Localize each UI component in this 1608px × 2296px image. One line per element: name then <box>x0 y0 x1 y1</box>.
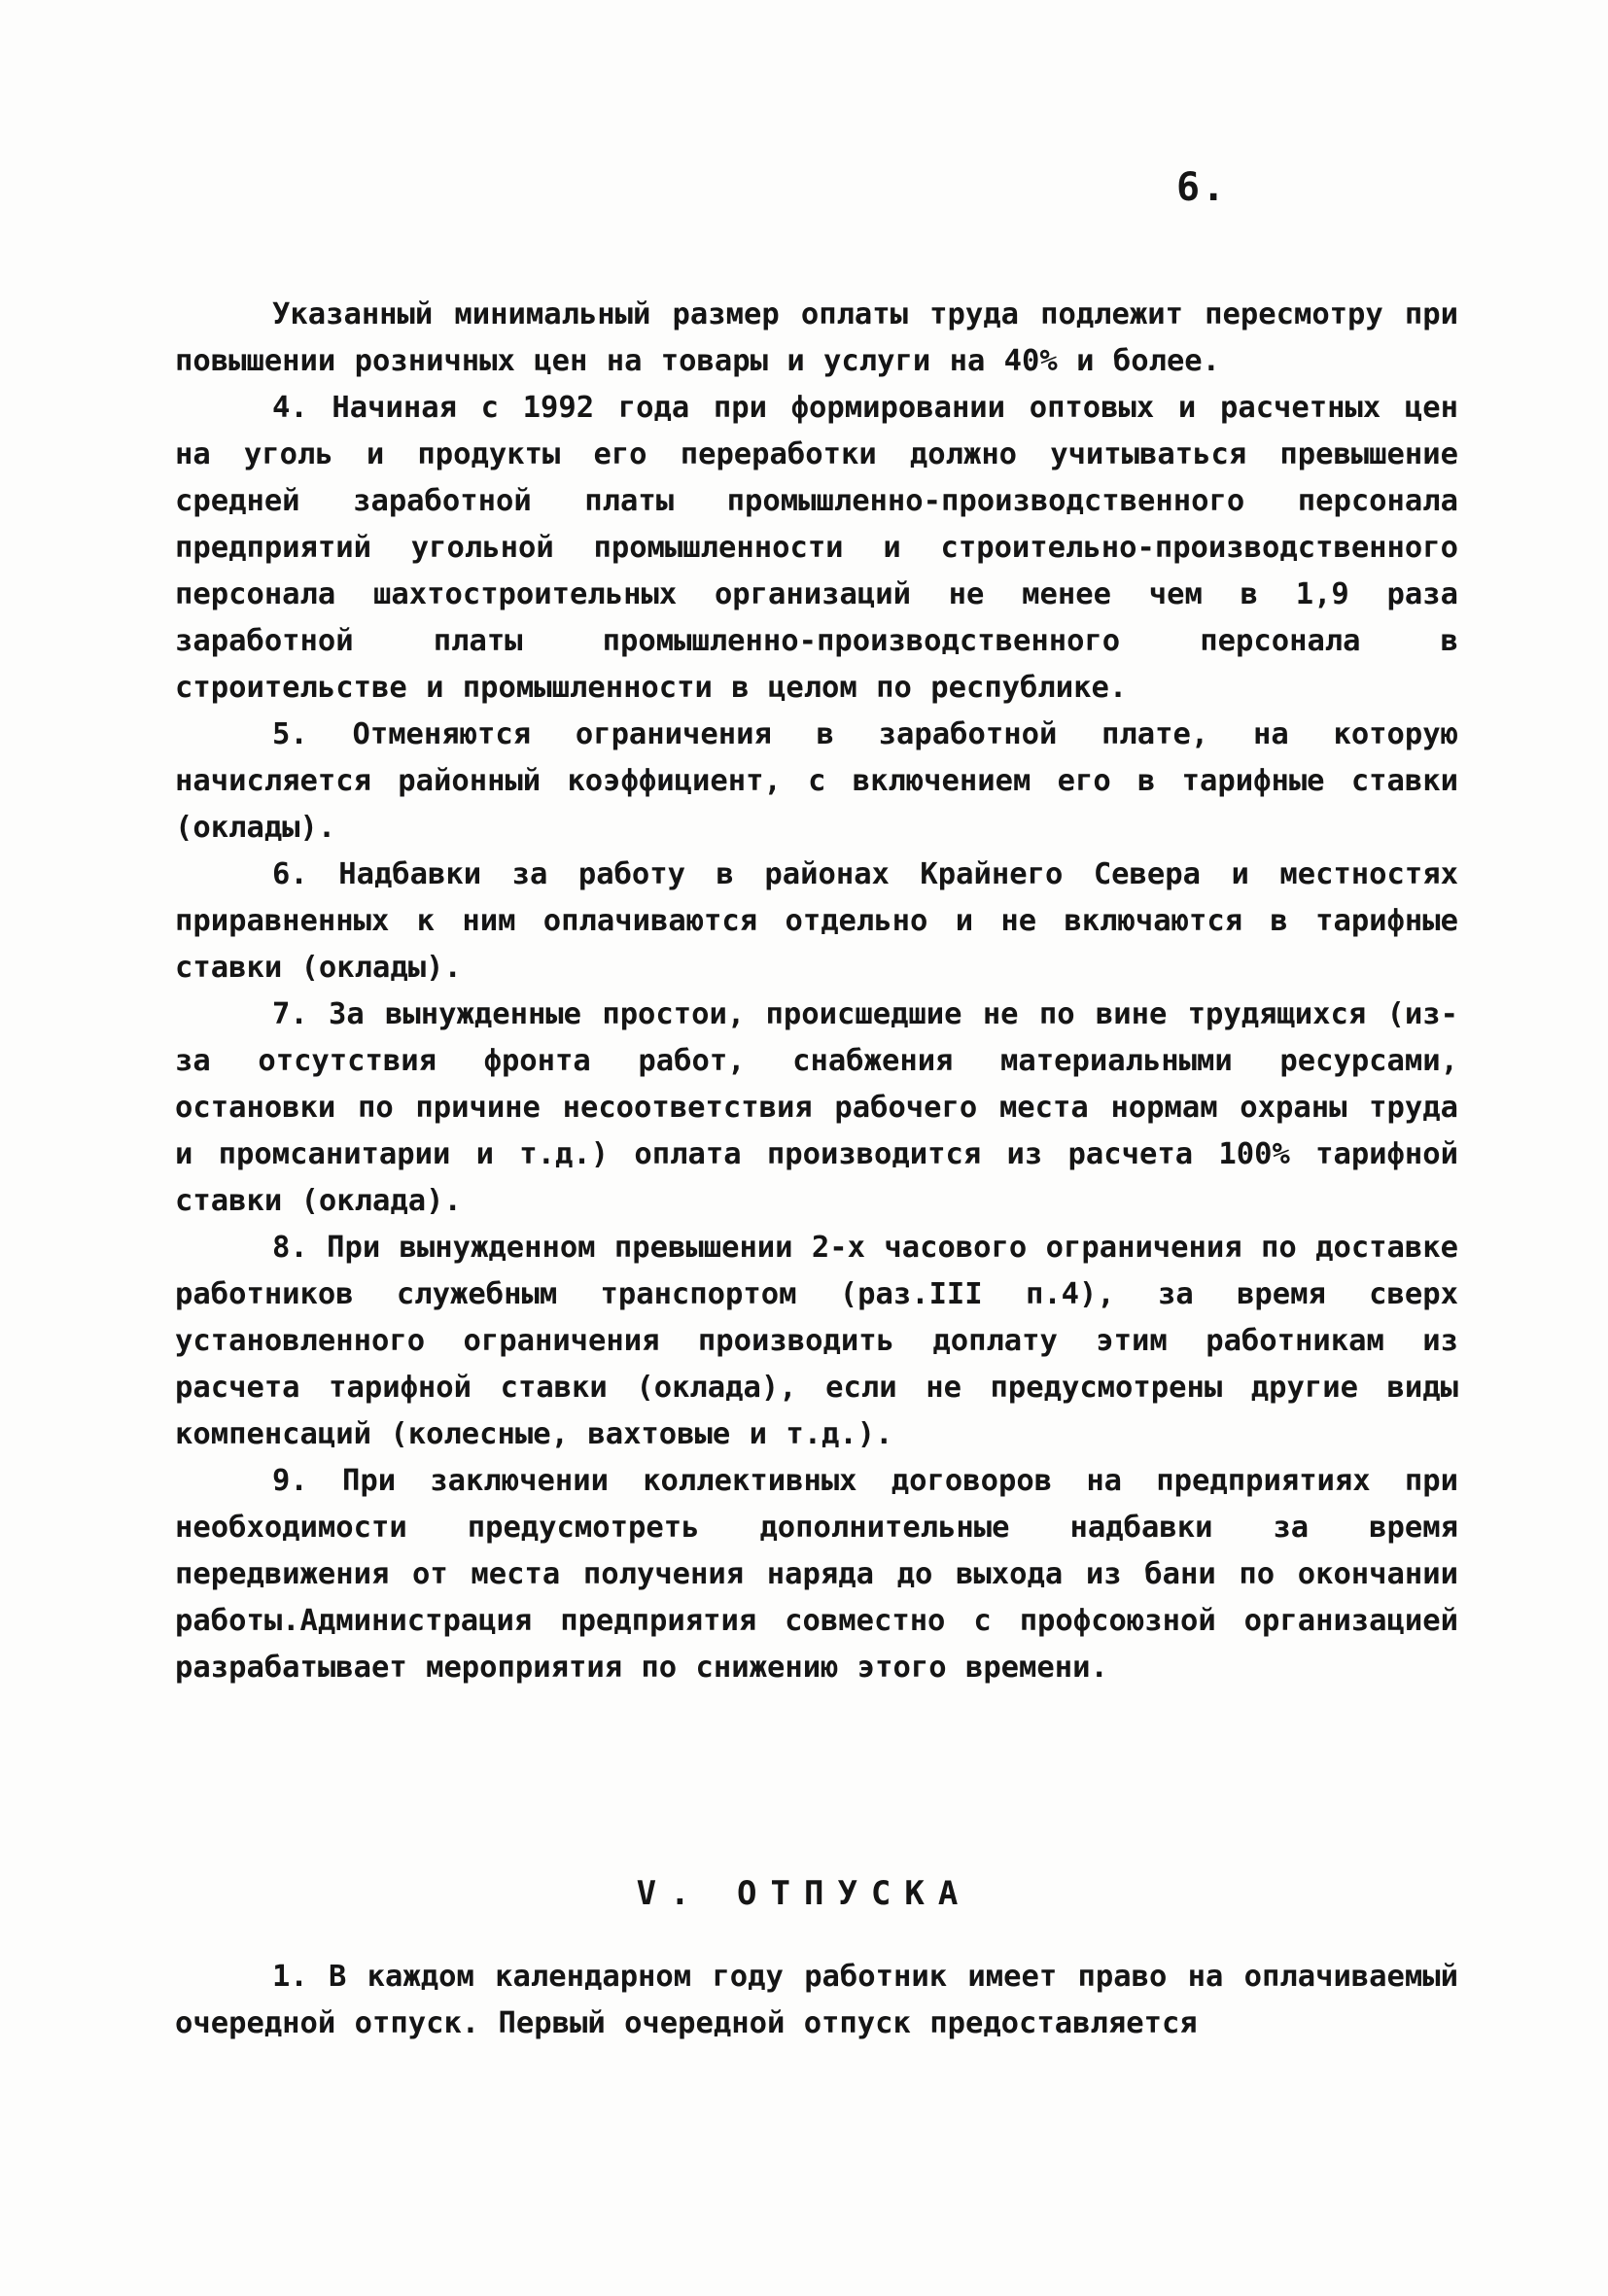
section-paragraph-1: 1. В каждом календарном году работник имеет право на оплачиваемый очередной отпуск. Первый очередной отпуск предоставляется <box>175 1960 1458 2040</box>
paragraph-9: 9. При заключении коллективных договоров на предприятиях при необходимости предусмотреть дополнительные надбавки за время передвижения от места получения наряда до выхода из бани по окончании работы.Администрация предприятия совместно с профсоюзной организацией разрабатывает мероприятия по снижению этого времени. <box>175 1464 1458 1685</box>
paragraph-7: 7. За вынужденные простои, происшедшие не по вине трудящихся (из-за отсутствия фронта работ, снабжения материальными ресурсами, остановки по причине несоответствия рабочего места нормам охраны труда и промсанитарии и т.д.) оплата производится из расчета 100% тарифной ставки (оклада). <box>175 997 1458 1218</box>
body-text <box>175 292 1458 1691</box>
paragraph-min-wage: Указанный минимальный размер оплаты труда подлежит пересмотру при повышении розничных цен на товары и услуги на 40% и более. <box>175 297 1458 378</box>
paragraph-8: 8. При вынужденном превышении 2-х часового ограничения по доставке работников служебным транспортом (раз.III п.4), за время сверх установленного ограничения производить доплату этим работникам из расчета тарифной ставки (оклада), если не предусмотрены другие виды компенсаций (колесные, вахтовые и т.д.). <box>175 1231 1458 1451</box>
section-body-text <box>175 1954 1458 2047</box>
section-heading: V. ОТПУСКА <box>636 1874 972 1913</box>
paragraph-6: 6. Надбавки за работу в районах Крайнего Севера и местностях приравненных к ним оплачиваются отдельно и не включаются в тарифные ставки (оклады). <box>175 857 1458 985</box>
paragraph-4: 4. Начиная с 1992 года при формировании оптовых и расчетных цен на уголь и продукты его переработки должно учитываться превышение средней заработной платы промышленно-производственного персонала предприятий угольной промышленности и строительно-производственного персонала шахтостроительных организаций не менее чем в 1,9 раза заработной платы промышленно-производственного персонала в строительстве и промышленности в целом по республике. <box>175 391 1458 705</box>
page-number: 6. <box>1176 165 1228 210</box>
paragraph-5: 5. Отменяются ограничения в заработной плате, на которую начисляется районный коэффициент, с включением его в тарифные ставки (оклады). <box>175 717 1458 845</box>
